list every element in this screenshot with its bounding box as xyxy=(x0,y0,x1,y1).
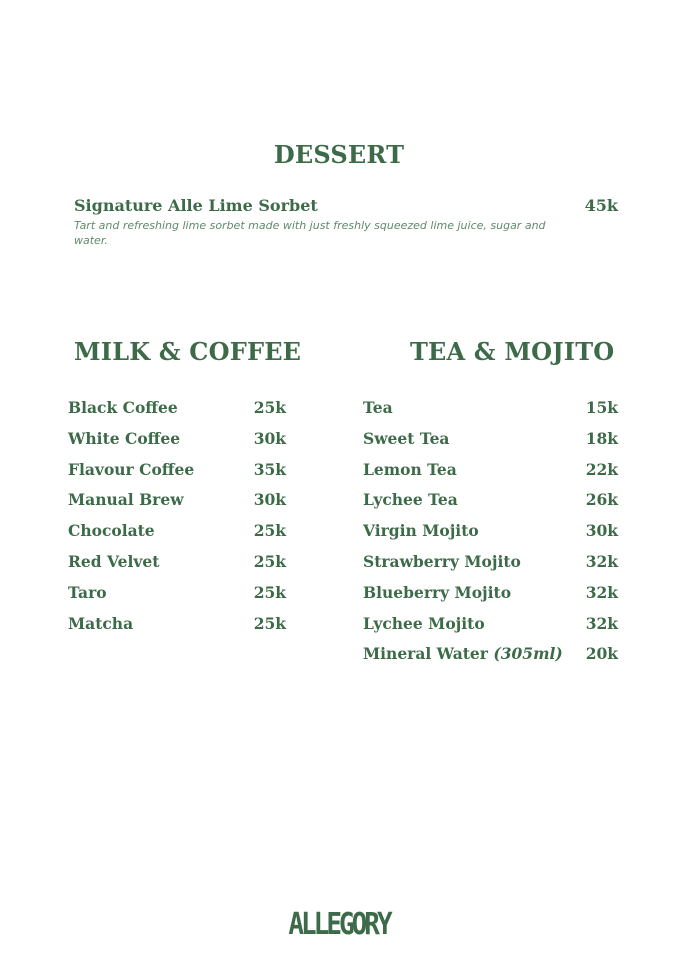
menu-item xyxy=(363,583,618,614)
menu-item xyxy=(363,398,618,429)
menu-item-name: Mineral Water xyxy=(363,644,488,664)
tea-mojito-section-title: TEA & MOJITO xyxy=(410,337,615,366)
menu-item xyxy=(363,552,618,583)
menu-item xyxy=(68,552,286,583)
milk-coffee-section-title: MILK & COFFEE xyxy=(74,337,302,366)
menu-item-price: 25k xyxy=(253,398,286,417)
menu-item-name: Taro xyxy=(68,582,107,602)
menu-item xyxy=(363,614,618,645)
menu-item-price: 20k xyxy=(585,644,618,664)
menu-item xyxy=(363,521,618,552)
menu-item-price: 32k xyxy=(585,613,618,633)
menu-item-name: Blueberry Mojito xyxy=(363,582,512,602)
menu-item xyxy=(68,460,286,491)
dessert-item-name: Signature Alle Lime Sorbet xyxy=(74,196,318,215)
menu-item-price: 30k xyxy=(253,490,286,510)
menu-item-price: 30k xyxy=(253,428,286,448)
tea-mojito-list xyxy=(363,398,618,675)
menu-item xyxy=(363,644,618,675)
menu-item-price: 25k xyxy=(253,521,286,541)
menu-item-price: 32k xyxy=(585,551,618,571)
menu-item-name: White Coffee xyxy=(68,428,181,448)
menu-item-price: 22k xyxy=(585,459,618,479)
milk-coffee-list xyxy=(68,398,286,644)
menu-item-name: Red Velvet xyxy=(68,551,160,571)
menu-item-price: 32k xyxy=(585,582,618,602)
menu-item xyxy=(68,583,286,614)
menu-item-price: 35k xyxy=(253,459,286,479)
menu-item-price: 18k xyxy=(585,428,618,448)
menu-item xyxy=(363,490,618,521)
menu-item-price: 25k xyxy=(253,551,286,571)
menu-item-name: Black Coffee xyxy=(68,398,178,417)
menu-item-name: Lemon Tea xyxy=(363,459,457,479)
dessert-item-price: 45k xyxy=(584,196,618,215)
menu-item-price: 25k xyxy=(253,582,286,602)
menu-item-name: Flavour Coffee xyxy=(68,459,195,479)
menu-item-name: Chocolate xyxy=(68,521,155,541)
menu-item-name: Manual Brew xyxy=(68,490,184,510)
menu-item-name: Matcha xyxy=(68,613,134,633)
dessert-item-description: Tart and refreshing lime sorbet made with just freshly squeezed lime juice, sugar and water. xyxy=(74,219,546,247)
menu-item-price: 15k xyxy=(585,398,618,417)
allegory-logo: ALLEGORY xyxy=(288,907,390,943)
menu-item-price: 26k xyxy=(585,490,618,510)
menu-item xyxy=(68,490,286,521)
menu-item-price: 30k xyxy=(585,521,618,541)
menu-item xyxy=(68,398,286,429)
menu-item-name: Lychee Tea xyxy=(363,490,458,510)
dessert-item xyxy=(74,196,618,248)
menu-item-price: 25k xyxy=(253,613,286,633)
menu-item xyxy=(363,460,618,491)
dessert-section-title: DESSERT xyxy=(273,140,405,169)
menu-item xyxy=(68,614,286,645)
menu-item-name: Strawberry Mojito xyxy=(363,551,521,571)
menu-item xyxy=(68,521,286,552)
menu-item xyxy=(68,429,286,460)
menu-item-note: (305ml) xyxy=(493,644,563,664)
menu-item-name: Sweet Tea xyxy=(363,428,450,448)
menu-item-name: Virgin Mojito xyxy=(363,521,479,541)
menu-item xyxy=(363,429,618,460)
menu-item-name: Lychee Mojito xyxy=(363,613,485,633)
menu-item-name: Tea xyxy=(363,398,393,417)
